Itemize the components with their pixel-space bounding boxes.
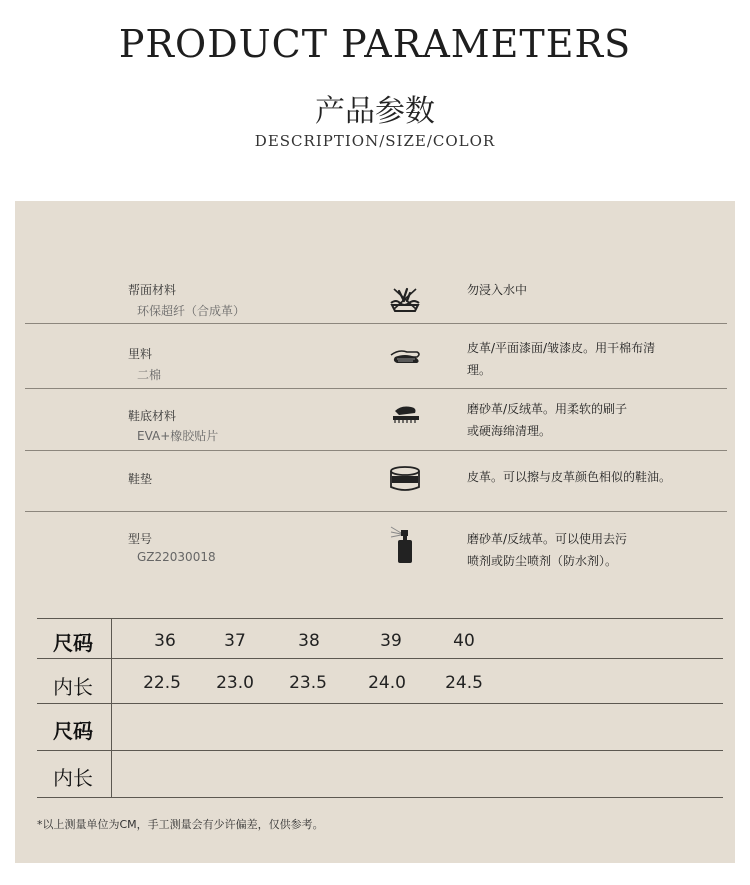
table-cell: 40 xyxy=(453,631,475,651)
param-value: 二棉 xyxy=(137,368,162,382)
no-soak-icon xyxy=(387,279,423,315)
care-line: 理。 xyxy=(467,363,492,377)
param-label: 型号 xyxy=(128,532,153,546)
page-tagline: DESCRIPTION/SIZE/COLOR xyxy=(254,132,496,150)
table-row-head: 尺码 xyxy=(53,719,93,743)
care-line: 或硬海绵清理。 xyxy=(467,424,552,438)
table-cell: 38 xyxy=(298,631,320,651)
spray-can-icon xyxy=(387,523,423,565)
care-line: 勿浸入水中 xyxy=(467,283,528,297)
param-label: 帮面材料 xyxy=(128,283,177,297)
table-rule xyxy=(37,658,723,659)
param-care xyxy=(467,398,717,442)
table-cell: 24.5 xyxy=(445,673,483,693)
param-divider xyxy=(25,450,727,451)
table-cell: 36 xyxy=(154,631,176,651)
param-care xyxy=(467,528,717,572)
table-cell: 22.5 xyxy=(143,673,181,693)
param-care xyxy=(467,337,717,381)
table-rule xyxy=(37,750,723,751)
param-divider xyxy=(25,388,727,389)
param-value: GZ22030018 xyxy=(137,550,216,564)
wipe-cloth-icon xyxy=(387,339,423,375)
care-line: 磨砂革/反绒革。可以使用去污 xyxy=(467,532,628,546)
page-subtitle: 产品参数 xyxy=(315,94,435,129)
table-rule xyxy=(37,703,723,704)
param-divider xyxy=(25,511,727,512)
brush-icon xyxy=(387,397,423,433)
care-line: 磨砂革/反绒革。用柔软的刷子 xyxy=(467,402,628,416)
page-title: PRODUCT PARAMETERS xyxy=(118,22,632,66)
param-value: EVA+橡胶贴片 xyxy=(137,429,219,443)
table-row-head: 尺码 xyxy=(53,631,93,655)
table-cell: 24.0 xyxy=(368,673,406,693)
shoe-polish-icon xyxy=(387,461,423,497)
table-rule xyxy=(37,797,723,798)
table-cell: 23.0 xyxy=(216,673,254,693)
care-line: 皮革/平面漆面/皱漆皮。用干棉布清 xyxy=(467,341,656,355)
table-row-head: 内长 xyxy=(53,766,93,790)
table-row-head: 内长 xyxy=(53,675,93,699)
care-line: 喷剂或防尘喷剂（防水剂）。 xyxy=(467,554,618,568)
footnote: *以上测量单位为CM，手工测量会有少许偏差，仅供参考。 xyxy=(37,818,324,831)
table-cell: 23.5 xyxy=(289,673,327,693)
care-line: 皮革。可以擦与皮革颜色相似的鞋油。 xyxy=(467,470,672,484)
param-care xyxy=(467,466,717,488)
param-label: 鞋底材料 xyxy=(128,409,177,423)
param-label: 里料 xyxy=(128,347,153,361)
table-column-rule xyxy=(111,618,112,797)
param-divider xyxy=(25,323,727,324)
param-value: 环保超纤（合成革） xyxy=(137,304,246,318)
table-cell: 37 xyxy=(224,631,246,651)
parameters-panel xyxy=(15,201,735,863)
param-care xyxy=(467,279,717,301)
table-rule xyxy=(37,618,723,619)
param-label: 鞋垫 xyxy=(128,472,153,486)
table-cell: 39 xyxy=(380,631,402,651)
